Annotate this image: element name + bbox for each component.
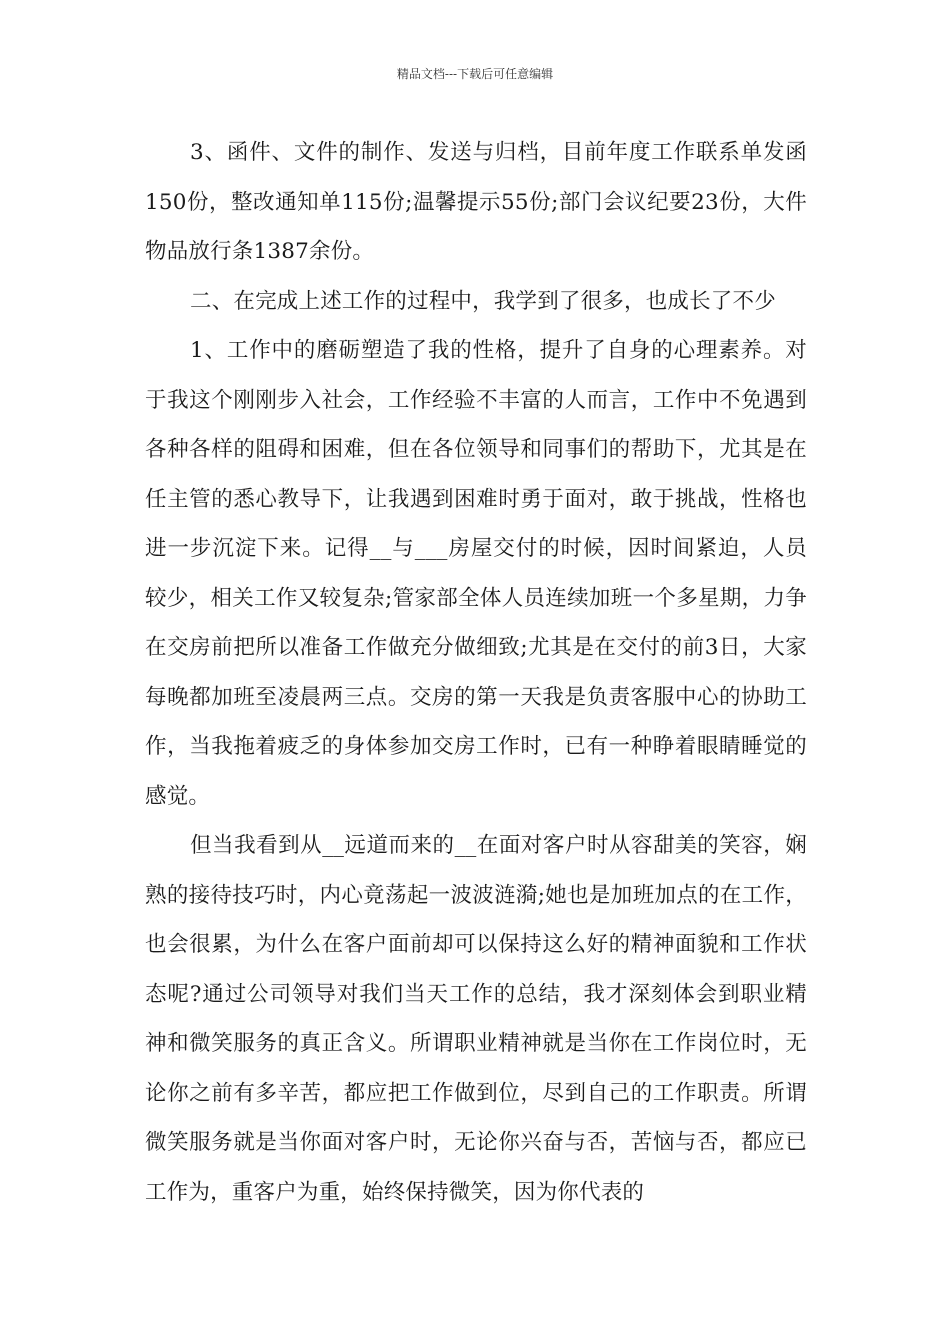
section-heading-lessons: 二、在完成上述工作的过程中，我学到了很多，也成长了不少 — [190, 288, 776, 314]
paragraph-professional-spirit: 但当我看到从__远道而来的__在面对客户时从容甜美的笑容，娴熟的接待技巧时，内心竟荡起一波波涟漪;她也是加班加点的在工作，也会很累，为什么在客户面前却可以保持这么好的精神面貌和工作状态呢?通过公司领导对我们当天工作的总结，我才深刻体会到职业精神和微笑服务的真正含义。所谓职业精神就是当你在工作岗位时，无论你之前有多辛苦，都应把工作做到位，尽到自己的工作职责。所谓微笑服务就是当你面对客户时，无论你兴奋与否，苦恼与否，都应已工作为，重客户为重，始终保持微笑，因为你代表的 — [145, 833, 807, 1205]
paragraph-character-growth: 1、工作中的磨砺塑造了我的性格，提升了自身的心理素养。对于我这个刚刚步入社会，工作经验不丰富的人而言，工作中不免遇到各种各样的阻碍和困难，但在各位领导和同事们的帮助下，尤其是在任主管的悉心教导下，让我遇到困难时勇于面对，敢于挑战，性格也进一步沉淀下来。记得__与___房屋交付的时候，因时间紧迫，人员较少，相关工作又较复杂;管家部全体人员连续加班一个多星期，力争在交房前把所以准备工作做充分做细致;尤其是在交付的前3日，大家每晚都加班至凌晨两三点。交房的第一天我是负责客服中心的协助工作，当我拖着疲乏的身体参加交房工作时，已有一种睁着眼睛睡觉的感觉。 — [145, 338, 807, 809]
document-body — [145, 128, 807, 1217]
page-header: 精品文档---下载后可任意编辑 — [396, 67, 554, 81]
paragraph-correspondence-stats: 3、函件、文件的制作、发送与归档，目前年度工作联系单发函150份，整改通知单115份;温馨提示55份;部门会议纪要23份，大件物品放行条1387余份。 — [145, 140, 807, 264]
